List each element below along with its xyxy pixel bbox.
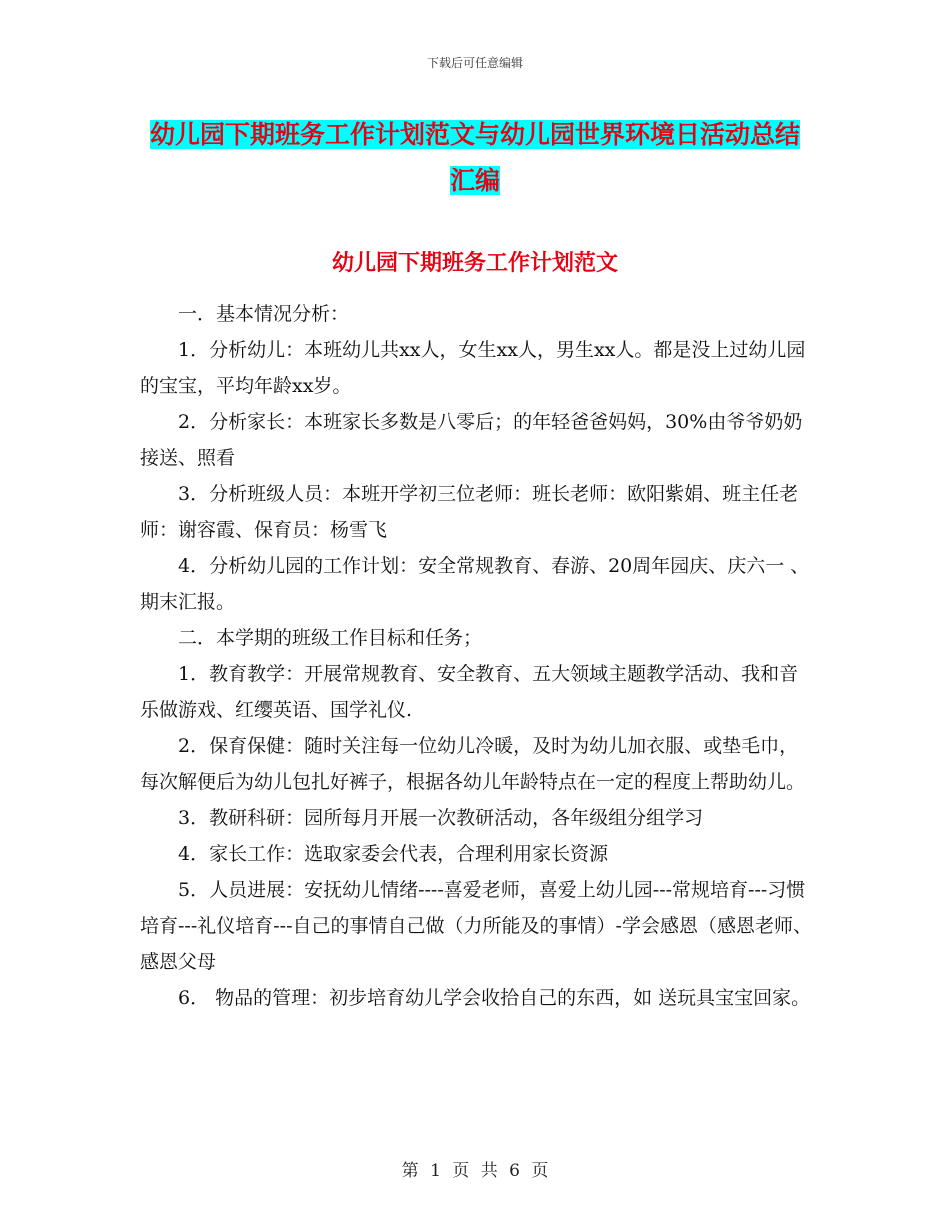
paragraph: 2．分析家长：本班家长多数是八零后；的年轻爸爸妈妈，30%由爷爷奶奶接送、照看 (140, 411, 803, 469)
paragraph: 4．分析幼儿园的工作计划：安全常规教育、春游、20周年园庆、庆六一 、期末汇报。 (140, 555, 810, 613)
paragraph: 二．本学期的班级工作目标和任务； (178, 627, 483, 649)
paragraph: 一．基本情况分析： (178, 303, 350, 325)
paragraph: 3．教研科研：园所每月开展一次教研活动，各年级组分组学习 (178, 807, 704, 829)
paragraph: 1．教育教学：开展常规教育、安全教育、五大领域主题教学活动、我和音乐做游戏、红缨英语、国学礼仪. (140, 663, 799, 721)
section-title: 幼儿园下期班务工作计划范文 (331, 251, 618, 276)
header-note: 下载后可任意编辑 (426, 56, 523, 70)
paragraph: 3．分析班级人员：本班开学初三位老师：班长老师：欧阳紫娟、班主任老师：谢容霞、保育员：杨雪飞 (140, 483, 799, 541)
paragraph: 2．保育保健：随时关注每一位幼儿冷暖，及时为幼儿加衣服、或垫毛巾，每次解便后为幼儿包扎好裤子，根据各幼儿年龄特点在一定的程度上帮助幼儿。 (140, 735, 806, 793)
document-title-text: 幼儿园下期班务工作计划范文与幼儿园世界环境日活动总结汇编 (150, 120, 801, 195)
document-body (140, 296, 812, 1016)
paragraph: 1．分析幼儿：本班幼儿共xx人，女生xx人，男生xx人。都是没上过幼儿园的宝宝，平均年龄xx岁。 (140, 339, 806, 397)
page-footer: 第 1 页 共 6 页 (401, 1161, 549, 1181)
paragraph: 5．人员进展：安抚幼儿情绪----喜爱老师，喜爱上幼儿园---常规培育---习惯培育---礼仪培育---自己的事情自己做（力所能及的事情）-学会感恩（感恩老师、感恩父母 (140, 879, 812, 973)
paragraph: 4．家长工作：选取家委会代表，合理利用家长资源 (178, 843, 609, 865)
paragraph: 6． 物品的管理：初步培育幼儿学会收拾自己的东西，如 送玩具宝宝回家。 (178, 987, 811, 1009)
document-title (150, 112, 800, 204)
